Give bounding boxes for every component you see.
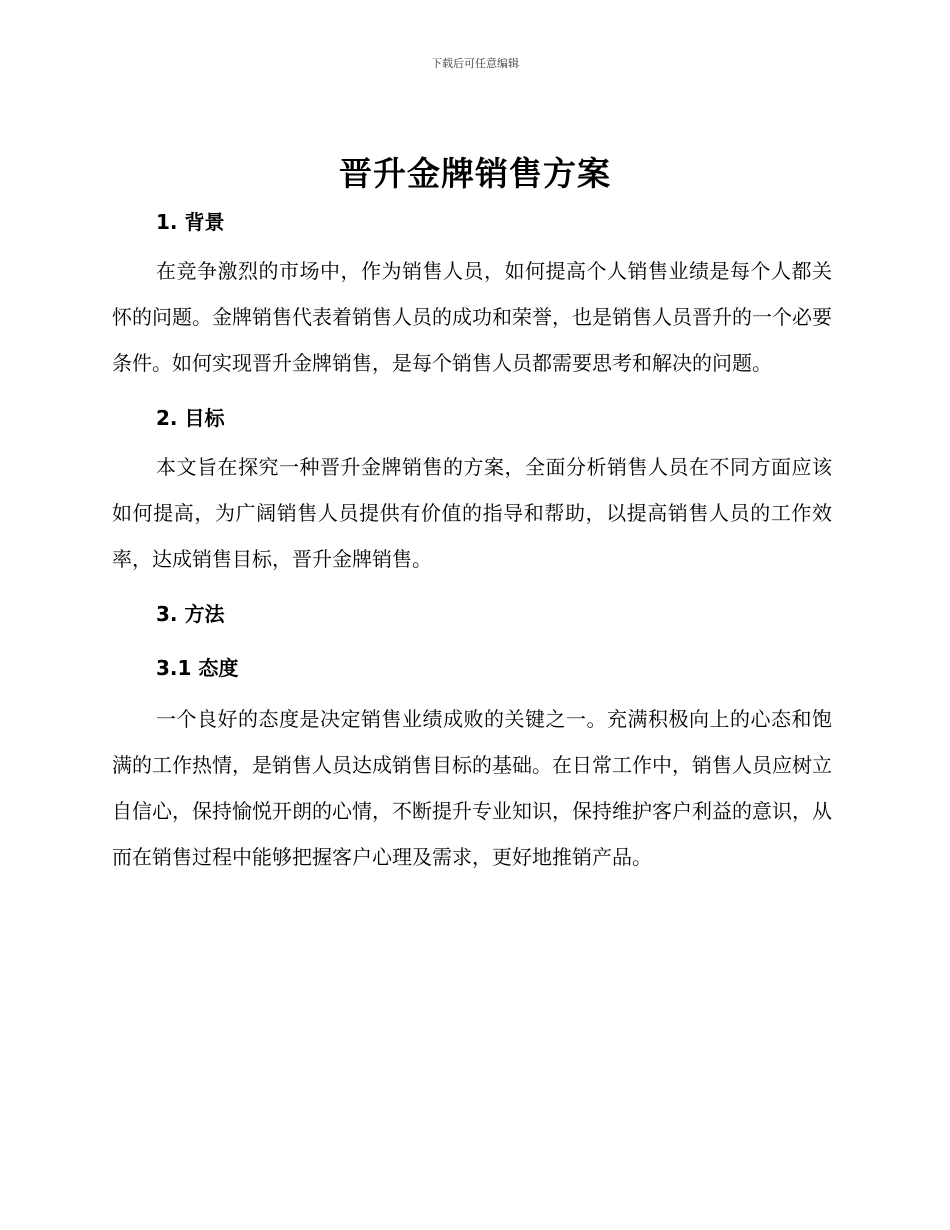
section-heading-background: 1. 背景 [156,210,225,234]
document-title: 晋升金牌销售方案 [339,154,611,193]
subsection-paragraph-attitude: 一个良好的态度是决定销售业绩成败的关键之一。充满积极向上的心态和饱满的工作热情，是销售人员达成销售目标的基础。在日常工作中，销售人员应树立自信心，保持愉悦开朗的心情，不断提升专业知识，保持维护客户利益的意识，从而在销售过程中能够把握客户心理及需求，更好地推销产品。 [112,707,832,869]
section-heading-method: 3. 方法 [156,602,225,626]
header-note: 下载后可任意编辑 [431,57,519,70]
subsection-heading-attitude: 3.1 态度 [156,656,239,680]
section-paragraph-goal: 本文旨在探究一种晋升金牌销售的方案，全面分析销售人员在不同方面应该如何提高，为广阔销售人员提供有价值的指导和帮助，以提高销售人员的工作效率，达成销售目标，晋升金牌销售。 [112,455,832,571]
section-paragraph-background: 在竞争激烈的市场中，作为销售人员，如何提高个人销售业绩是每个人都关怀的问题。金牌销售代表着销售人员的成功和荣誉，也是销售人员晋升的一个必要条件。如何实现晋升金牌销售，是每个销售人员都需要思考和解决的问题。 [112,259,832,375]
section-heading-goal: 2. 目标 [156,406,225,430]
document-body [112,204,832,880]
